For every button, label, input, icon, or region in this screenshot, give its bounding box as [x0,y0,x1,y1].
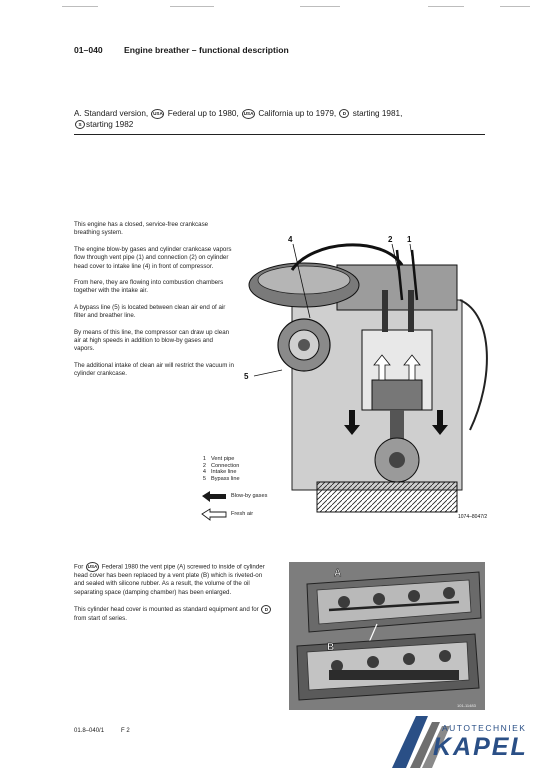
version-part-5: starting 1982 [86,120,134,129]
figure1-reference: 1074–8047/2 [458,514,488,520]
cylinder-head-cover-photo [289,562,485,710]
legend-item: 1 Vent pipe [202,456,235,462]
description-p5: By means of this line, the compressor can draw up clean air at high speeds in addition to blow-by gases and vapors. [74,328,230,353]
description-column [74,221,234,387]
update-p1: For USA Federal 1980 the vent pipe (A) screwed to inside of cylinder head cover has been replaced by a vent plate (B) which is riveted-on and sealed with silicone rubber. As a result, the volume of the oil separating space (damping chamber) has been enlarged. [74,563,265,596]
page-title: Engine breather – functional description [124,45,289,55]
usa-badge-icon: USA [86,562,99,572]
s-badge-icon: S [75,120,85,129]
callout-1: 1 [407,235,412,244]
logo-line-1: AUTOTECHNIEK [442,723,527,733]
version-part-2: Federal up to 1980, [167,109,239,118]
legend-item: 4 Intake line [202,469,237,476]
legend-item: 2 Connection [202,462,240,469]
legend-fresh-label: Fresh air [231,511,254,517]
footer-code: 01.8–040/1 [74,728,105,734]
figure2-reference: 101-11483 [457,703,476,708]
photo-label-b: B [327,642,335,653]
engine-cross-section-figure [232,230,502,522]
logo-line-2: KAPEL [433,733,528,761]
version-rule [74,134,485,135]
description-p2: The engine blow-by gases and cylinder crankcase vapors flow through vent pipe (1) and connection (2) on cylinder head cover to intake line (4) in front of compressor. [74,245,232,270]
description-p1: This engine has a closed, service-free crankcase breathing system. [74,221,209,237]
d-badge-icon: D [339,109,349,118]
update-p2: This cylinder head cover is mounted as standard equipment and for D from start of series. [74,605,274,623]
section-number: 01–040 [74,45,103,55]
usa-badge-icon: USA [151,109,164,119]
description-p4: A bypass line (5) is located between clean air end of air filter and breather line. [74,303,226,320]
callout-2: 2 [388,235,393,244]
version-part-4: starting 1981, [352,109,403,118]
blowby-arrow-icon [202,491,226,502]
callout-4: 4 [288,235,293,244]
update-text-column [74,562,274,631]
california-badge-icon: USA [242,109,255,119]
fresh-air-arrow-icon [202,509,226,520]
version-part-3: California up to 1979, [258,109,337,118]
version-line [74,108,494,130]
version-part-1: A. Standard version, [74,109,149,118]
footer-page: F 2 [121,728,130,734]
photo-label-a: A [334,568,342,579]
legend-blowby-label: Blow-by gases [231,493,268,499]
legend-item: 5 Bypass line [202,475,240,482]
description-p3: From here, they are flowing into combustion chambers together with the intake air. [74,279,224,295]
callout-5: 5 [244,372,249,381]
d-badge-icon: D [261,605,271,614]
description-p6: The additional intake of clean air will restrict the vacuum in cylinder crankcase. [74,361,234,378]
